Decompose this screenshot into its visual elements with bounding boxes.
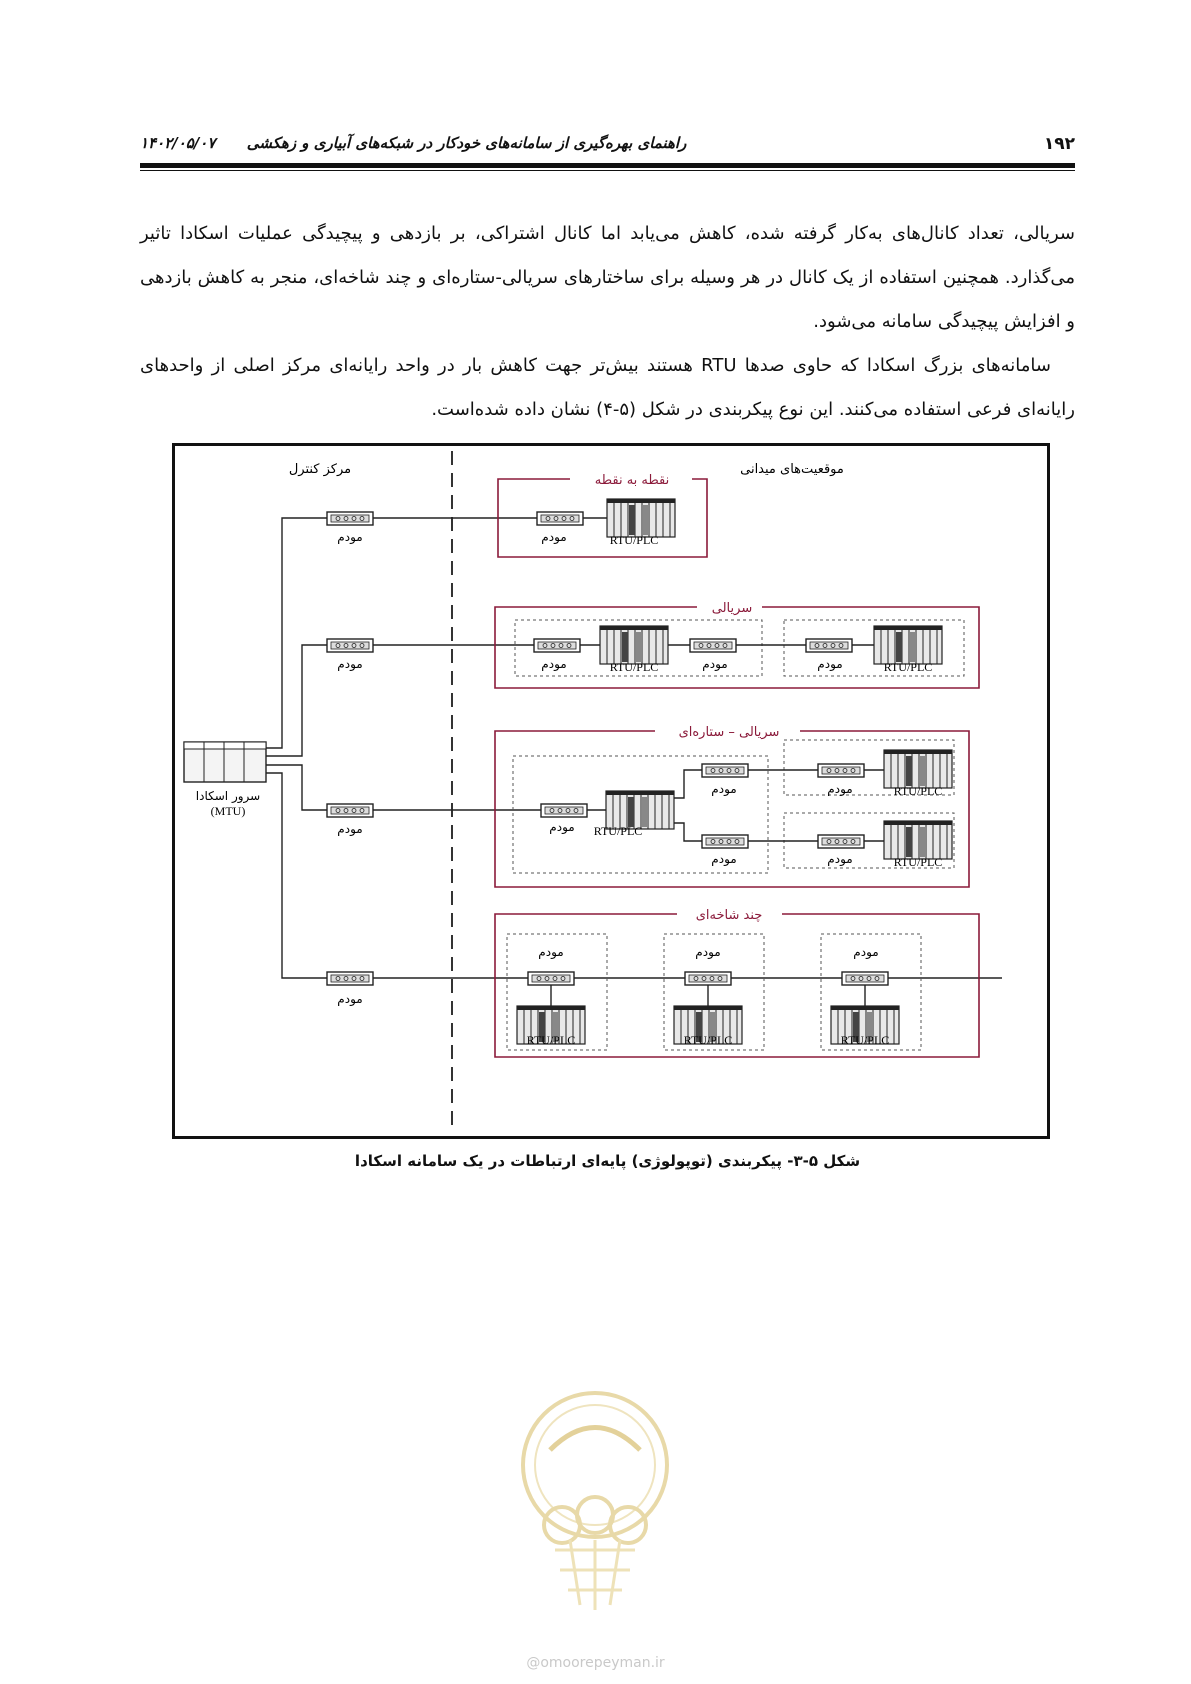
page-header	[140, 128, 1075, 168]
modem-icon	[818, 835, 864, 848]
modem-icon	[541, 804, 587, 817]
body-text	[140, 212, 1075, 432]
modem-label: مودم	[827, 852, 853, 866]
modem-icon	[842, 972, 888, 985]
modem-label: مودم	[337, 822, 363, 836]
rtu-plc-icon	[607, 499, 675, 537]
header-rule-thin	[140, 170, 1075, 171]
rtu-plc-icon	[884, 750, 952, 788]
modem-icon	[806, 639, 852, 652]
modem-icon	[537, 512, 583, 525]
rtu-label: RTU/PLC	[609, 533, 659, 547]
modem-icon	[685, 972, 731, 985]
topology-figure	[172, 443, 1050, 1139]
rtu-label: RTU/PLC	[840, 1033, 890, 1047]
modem-label: مودم	[827, 782, 853, 796]
modem-icon	[702, 835, 748, 848]
modem-icon	[702, 764, 748, 777]
modem-icon	[327, 804, 373, 817]
modem-label: مودم	[337, 992, 363, 1006]
modem-label: مودم	[695, 945, 721, 959]
modem-label: مودم	[541, 657, 567, 671]
rtu-label: RTU/PLC	[883, 660, 933, 674]
running-title	[140, 134, 686, 152]
modem-icon	[818, 764, 864, 777]
mtu-label: (MTU)	[210, 804, 246, 818]
modem-icon	[534, 639, 580, 652]
group-label-serial-star: سریالی – ستاره‌ای	[678, 725, 780, 740]
watermark-logo-icon	[510, 1375, 680, 1645]
figure-caption: شکل ۵-۳- پیکربندی (توپولوژی) پایه‌ای ارتباطات در یک سامانه اسکادا	[354, 1152, 861, 1170]
modem-label: مودم	[711, 782, 737, 796]
field-sites-label: موقعیت‌های میدانی	[740, 462, 844, 477]
page-number: ۱۹۲	[1043, 134, 1075, 154]
modem-icon	[327, 972, 373, 985]
paragraph-2: سامانه‌های بزرگ اسکادا که حاوی صدها RTU هستند بیش‌تر جهت کاهش بار در واحد رایانه‌ای مرکز اصلی از واحدهای رایانه‌ای فرعی استفاده می‌کنند. این نوع پیکربندی در شکل (۵-۴) نشان داده شده‌است.	[140, 355, 1075, 420]
rtu-label: RTU/PLC	[593, 824, 643, 838]
rtu-plc-icon	[884, 821, 952, 859]
modem-label: مودم	[711, 852, 737, 866]
modem-label: مودم	[549, 820, 575, 834]
modem-icon	[690, 639, 736, 652]
group-label-multi-drop: چند شاخه‌ای	[695, 908, 763, 923]
paragraph-1: سریالی، تعداد کانال‌های به‌کار گرفته شده، کاهش می‌یابد اما کانال اشتراکی، بر بازدهی و پیچیدگی عملیات اسکادا تاثیر می‌گذارد. همچنین استفاده از یک کانال در هر وسیله برای ساختارهای سریالی-ستاره‌ای و چند شاخه‌ای، منجر به کاهش بازدهی و افزایش پیچیدگی سامانه می‌شود.	[140, 223, 1075, 332]
server-label: سرور اسکادا	[195, 789, 261, 803]
modem-icon	[528, 972, 574, 985]
group-label-serial: سریالی	[711, 601, 753, 616]
control-center-label: مرکز کنترل	[288, 462, 352, 477]
modem-label: مودم	[538, 945, 564, 959]
scada-server	[184, 742, 266, 782]
rtu-label: RTU/PLC	[609, 660, 659, 674]
running-date: ۱۴۰۲/۰۵/۰۷	[140, 134, 216, 152]
modem-label: مودم	[337, 657, 363, 671]
modem-icon	[327, 512, 373, 525]
rtu-plc-icon	[874, 626, 942, 664]
rtu-plc-icon	[600, 626, 668, 664]
rtu-label: RTU/PLC	[893, 784, 943, 798]
modem-label: مودم	[853, 945, 879, 959]
group-label-point-to-point: نقطه به نقطه	[594, 473, 670, 488]
modem-label: مودم	[817, 657, 843, 671]
rtu-label: RTU/PLC	[526, 1033, 576, 1047]
watermark-text: @omoorepeyman.ir	[526, 1655, 665, 1671]
modem-label: مودم	[337, 530, 363, 544]
modem-icon	[327, 639, 373, 652]
rtu-label: RTU/PLC	[893, 855, 943, 869]
running-title-text: راهنمای بهره‌گیری از سامانه‌های خودکار در شبکه‌های آبیاری و زهکشی	[246, 134, 687, 152]
modem-label: مودم	[702, 657, 728, 671]
modem-label: مودم	[541, 530, 567, 544]
header-rule	[140, 163, 1075, 168]
rtu-label: RTU/PLC	[683, 1033, 733, 1047]
